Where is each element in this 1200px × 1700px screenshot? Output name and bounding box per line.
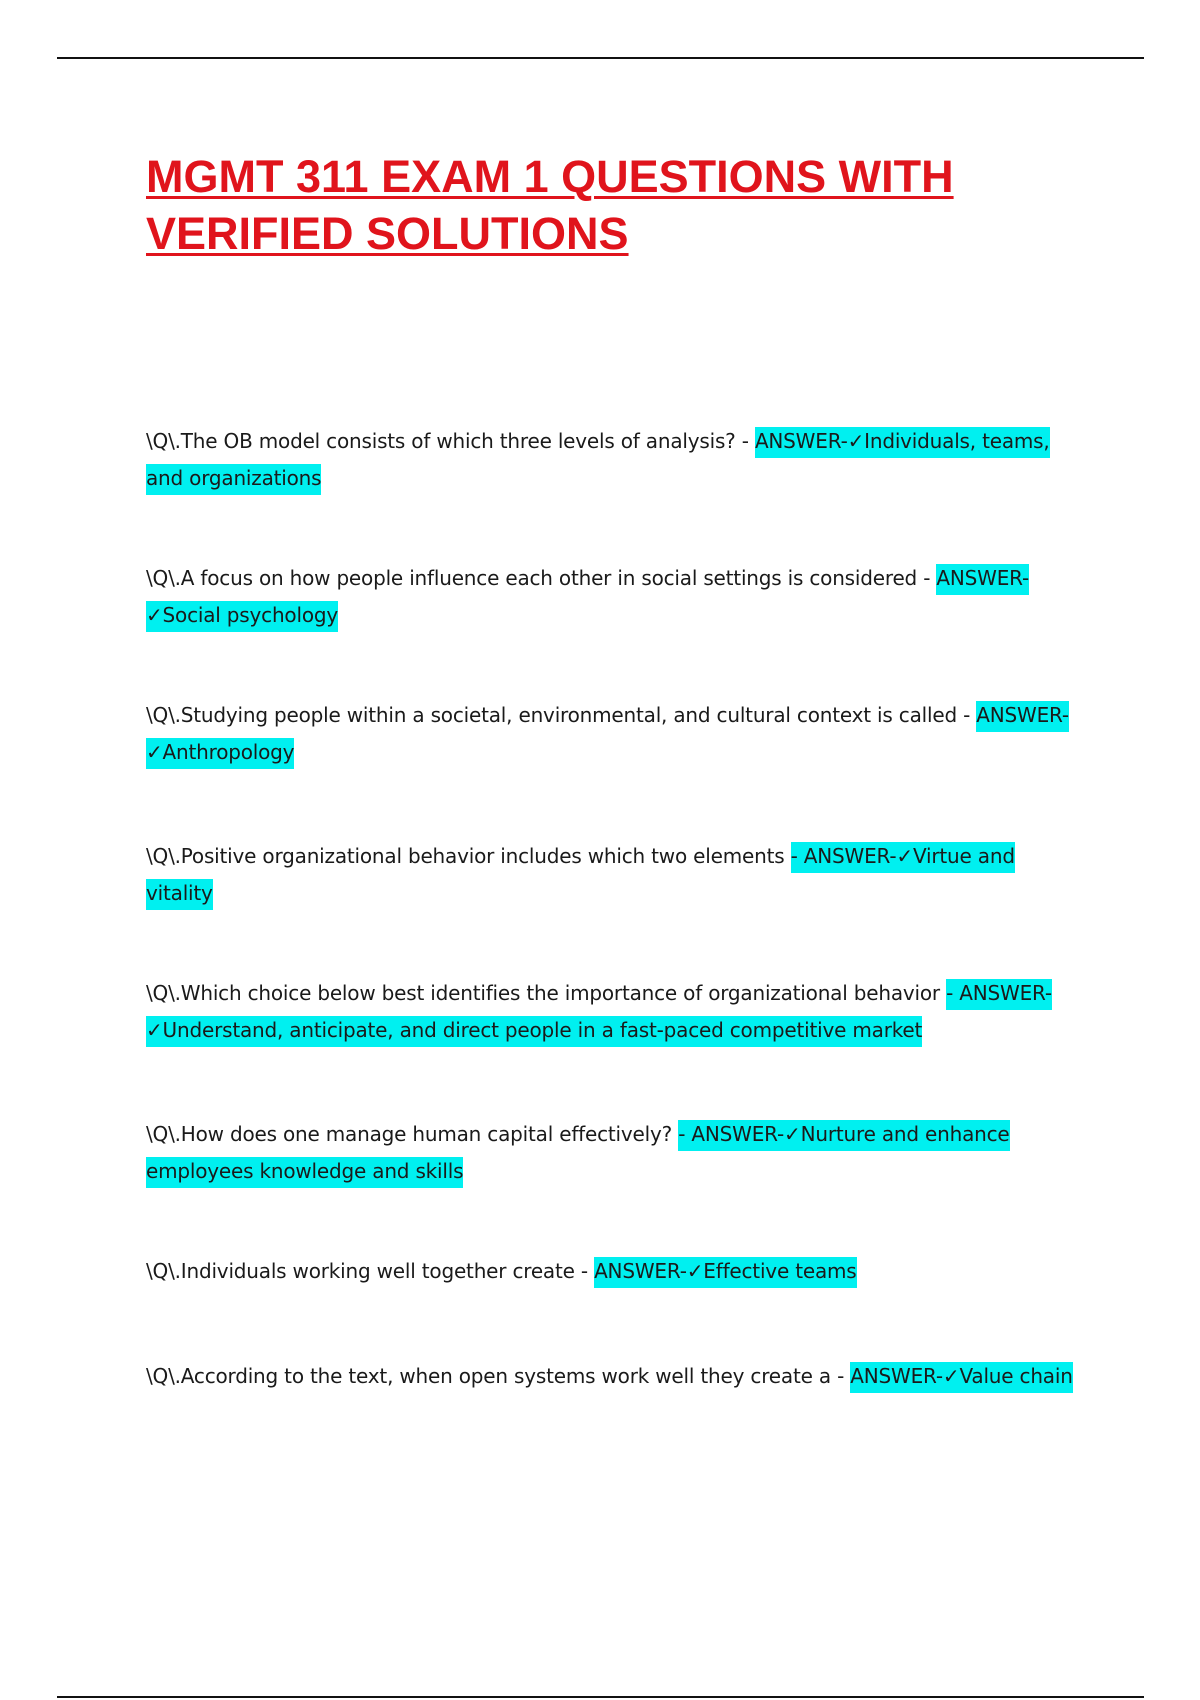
answer-highlight: ANSWER-✓Social psychology — [146, 564, 1029, 632]
qa-item — [146, 560, 1086, 634]
qa-item — [146, 1253, 1086, 1290]
answer-highlight: - ANSWER-✓Virtue and vitality — [146, 842, 1015, 910]
qa-item — [146, 1116, 1086, 1190]
answer-highlight: ANSWER-✓Anthropology — [146, 701, 1069, 769]
answer-highlight: ANSWER-✓Effective teams — [594, 1257, 856, 1288]
answer-highlight: ANSWER-✓Individuals, teams, and organizations — [146, 427, 1050, 495]
question-text: \Q\.Studying people within a societal, environmental, and cultural context is called - — [146, 703, 977, 727]
question-text: \Q\.According to the text, when open systems work well they create a - — [146, 1364, 851, 1388]
document-title: MGMT 311 EXAM 1 QUESTIONS WITH VERIFIED SOLUTIONS — [146, 151, 954, 259]
answer-highlight: ANSWER-✓Value chain — [850, 1362, 1072, 1393]
question-text: \Q\.The OB model consists of which three levels of analysis? - — [146, 429, 755, 453]
answer-highlight: - ANSWER-✓Nurture and enhance employees knowledge and skills — [146, 1120, 1010, 1188]
qa-item — [146, 1358, 1086, 1395]
question-text: \Q\.Positive organizational behavior includes which two elements — [146, 844, 791, 868]
qa-item — [146, 975, 1086, 1049]
qa-item — [146, 697, 1086, 771]
question-text: \Q\.A focus on how people influence each other in social settings is considered - — [146, 566, 937, 590]
question-text: \Q\.Which choice below best identifies the importance of organizational behavior — [146, 981, 947, 1005]
bottom-rule — [57, 1696, 1144, 1698]
question-text: \Q\.How does one manage human capital effectively? — [146, 1122, 679, 1146]
qa-item — [146, 423, 1086, 497]
top-rule — [57, 57, 1144, 59]
answer-highlight: - ANSWER-✓Understand, anticipate, and direct people in a fast-paced competitive market — [146, 979, 1052, 1047]
question-text: \Q\.Individuals working well together create - — [146, 1259, 595, 1283]
qa-item — [146, 838, 1086, 912]
